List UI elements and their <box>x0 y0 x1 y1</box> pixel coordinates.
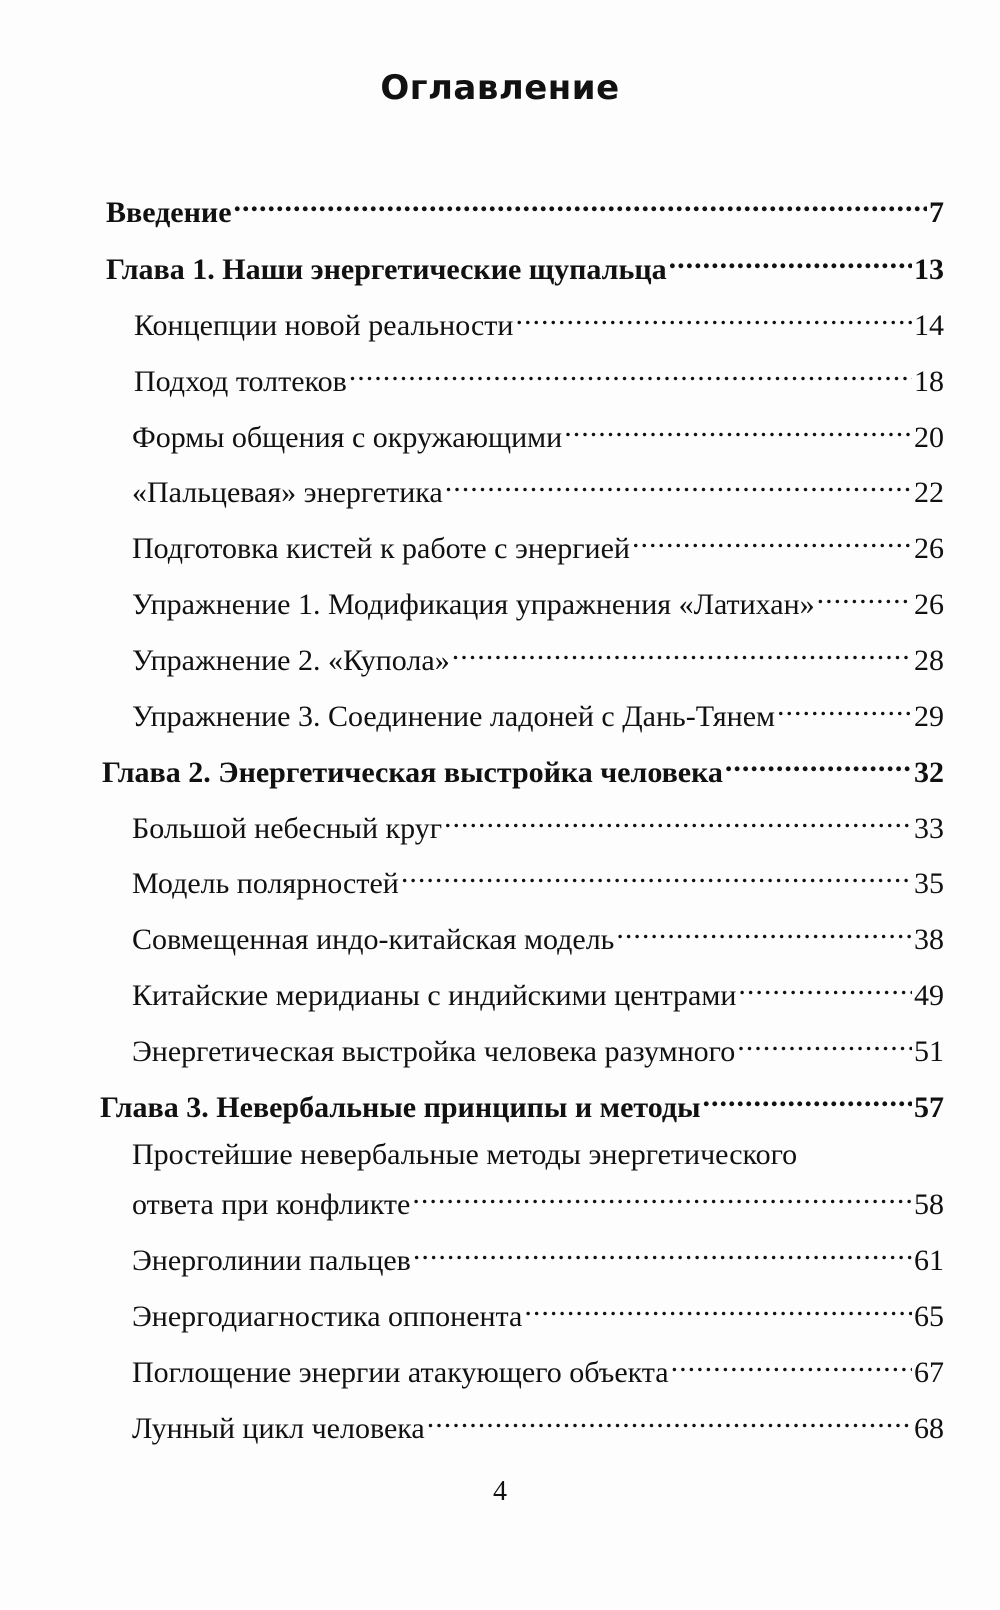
dot-leader <box>515 299 912 335</box>
toc-entry-section[interactable] <box>132 913 944 958</box>
toc-entry-label: Энергетическая выстройка человека разумного <box>132 1035 736 1068</box>
toc-entry-page: 26 <box>914 588 944 621</box>
toc-entry-chapter-3[interactable] <box>100 1081 944 1126</box>
toc-entry-section[interactable] <box>132 1234 944 1279</box>
dot-leader <box>444 802 912 838</box>
dot-leader <box>445 466 912 502</box>
toc-entry-chapter-1[interactable] <box>106 243 944 288</box>
dot-leader <box>671 1346 912 1382</box>
toc-entry-section[interactable] <box>132 857 944 902</box>
dot-leader <box>564 411 912 447</box>
toc-entry-page: 65 <box>914 1300 944 1333</box>
toc-entry-label: Большой небесный круг <box>132 812 443 845</box>
toc-entry-label: Модель полярностей <box>132 867 399 900</box>
toc-entry-page: 32 <box>914 756 944 789</box>
toc-entry-label: Концепции новой реальности <box>134 309 514 342</box>
toc-entry-label: Упражнение 1. Модификация упражнения «Латихан» <box>132 588 815 621</box>
dot-leader <box>427 1402 912 1438</box>
toc-entry-page: 49 <box>914 979 944 1012</box>
toc-entry-page: 51 <box>914 1035 944 1068</box>
toc-entry-label: Глава 3. Невербальные принципы и методы <box>100 1091 701 1124</box>
toc-entry-label: Упражнение 2. «Купола» <box>132 644 450 677</box>
toc-entry-page: 13 <box>914 253 944 286</box>
toc-entry-section[interactable] <box>132 1025 944 1070</box>
dot-leader <box>725 746 912 782</box>
toc-entry-section[interactable] <box>132 522 944 567</box>
dot-leader <box>669 243 912 279</box>
toc-entry-page: 18 <box>914 365 944 398</box>
toc-entry-label-line1: Простейшие невербальные методы энергетического <box>132 1138 798 1171</box>
dot-leader <box>524 1290 912 1326</box>
toc-entry-page: 14 <box>914 309 944 342</box>
toc-entry-section[interactable] <box>132 1346 944 1391</box>
toc-entry-page: 58 <box>914 1188 944 1221</box>
dot-leader <box>817 578 912 614</box>
toc-entry-label: Введение <box>106 196 232 229</box>
toc-entry-section[interactable] <box>132 411 944 456</box>
toc-entry-section[interactable] <box>132 578 944 623</box>
toc-entry-chapter-2[interactable] <box>102 746 944 791</box>
dot-leader <box>401 857 912 893</box>
toc-entry-section[interactable] <box>134 299 944 344</box>
toc-entry-page: 28 <box>914 644 944 677</box>
toc-entry-introduction[interactable] <box>106 186 944 231</box>
toc-entry-label: Упражнение 3. Соединение ладоней с Дань-Тянем <box>132 700 776 733</box>
toc-entry-label: Лунный цикл человека <box>132 1412 425 1445</box>
dot-leader <box>632 522 912 558</box>
toc-entry-section[interactable] <box>132 1402 944 1447</box>
toc-entry-page: 20 <box>914 421 944 454</box>
toc-entry-label: Глава 2. Энергетическая выстройка человека <box>102 756 723 789</box>
toc-entry-label: «Пальцевая» энергетика <box>132 476 443 509</box>
toc-entry-label: Энергодиагностика оппонента <box>132 1300 523 1333</box>
toc-title: Оглавление <box>380 68 620 108</box>
dot-leader <box>234 186 927 222</box>
toc-entry-label: Подход толтеков <box>134 365 347 398</box>
page-number: 4 <box>493 1476 507 1507</box>
toc-entry-label: Формы общения с окружающими <box>132 421 563 454</box>
dot-leader <box>413 1234 912 1270</box>
toc-entry-page: 67 <box>914 1356 944 1389</box>
toc-entry-page: 29 <box>914 700 944 733</box>
toc-entry-page: 7 <box>929 196 944 229</box>
dot-leader <box>703 1081 913 1117</box>
toc-entry-label: Совмещенная индо-китайская модель <box>132 923 615 956</box>
dot-leader <box>737 1025 912 1061</box>
dot-leader <box>349 355 912 391</box>
toc-entry-section[interactable] <box>132 1290 944 1335</box>
toc-entry-page: 22 <box>914 476 944 509</box>
toc-entry-section[interactable] <box>132 969 944 1014</box>
toc-entry-section[interactable] <box>132 1178 944 1223</box>
toc-entry-label: ответа при конфликте <box>132 1188 411 1221</box>
toc-entry-page: 35 <box>914 867 944 900</box>
toc-entry-page: 33 <box>914 812 944 845</box>
toc-entry-page: 57 <box>914 1091 944 1124</box>
toc-entry-page: 61 <box>914 1244 944 1277</box>
dot-leader <box>452 634 912 670</box>
toc-entry-section[interactable] <box>132 634 944 679</box>
toc-entry-section[interactable] <box>134 355 944 400</box>
toc-entry-page: 38 <box>914 923 944 956</box>
toc-entry-label: Подготовка кистей к работе с энергией <box>132 532 630 565</box>
toc-entry-section[interactable] <box>132 802 944 847</box>
dot-leader <box>616 913 912 949</box>
toc-entry-section[interactable] <box>132 690 944 735</box>
toc-entry-page: 26 <box>914 532 944 565</box>
toc-entry-section[interactable] <box>132 466 944 511</box>
toc-entry-label: Китайские меридианы с индийскими центрами <box>132 979 737 1012</box>
dot-leader <box>412 1178 912 1214</box>
toc-entry-label: Энерголинии пальцев <box>132 1244 411 1277</box>
dot-leader <box>777 690 912 726</box>
toc-entry-label: Глава 1. Наши энергетические щупальца <box>106 253 667 286</box>
toc-entry-label: Поглощение энергии атакующего объекта <box>132 1356 669 1389</box>
toc-entry-page: 68 <box>914 1412 944 1445</box>
dot-leader <box>738 969 912 1005</box>
